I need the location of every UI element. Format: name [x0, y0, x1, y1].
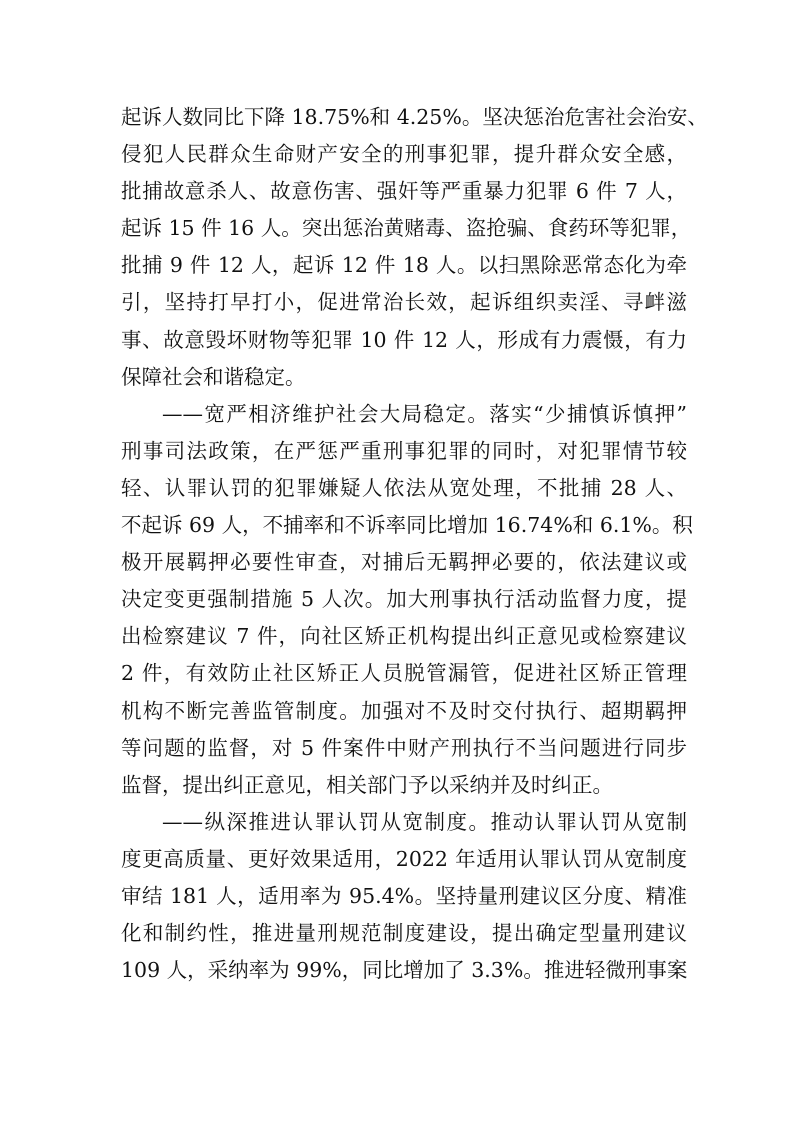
text-line: 引，坚持打早打小，促进常治长效，起诉组织卖淫、寻衅滋: [121, 290, 687, 315]
section-heading-line: ——宽严相济维护社会大局稳定。落实“少捕慎诉慎押”: [162, 401, 687, 426]
text-line: 刑事司法政策，在严惩严重刑事犯罪的同时，对犯罪情节较: [121, 438, 687, 463]
text-line: 2 件，有效防止社区矫正人员脱管漏管，促进社区矫正管理: [121, 661, 687, 686]
text-line: 决定变更强制措施 5 人次。加大刑事执行活动监督力度，提: [121, 587, 687, 612]
text-line: 极开展羁押必要性审查，对捕后无羁押必要的，依法建议或: [121, 550, 687, 575]
text-line: 事、故意毁坏财物等犯罪 10 件 12 人，形成有力震慑，有力: [121, 327, 687, 352]
text-line: 轻、认罪认罚的犯罪嫌疑人依法从宽处理，不批捕 28 人、: [121, 475, 687, 500]
text-line: 审结 181 人，适用率为 95.4%。坚持量刑建议区分度、精准: [121, 883, 687, 908]
text-line: 化和制约性，推进量刑规范制度建设，提出确定型量刑建议: [121, 921, 687, 946]
text-line: 起诉人数同比下降 18.75%和 4.25%。坚决惩治危害社会治安、: [121, 105, 708, 129]
text-line: 保障社会和谐稳定。: [121, 364, 306, 389]
text-line: 不起诉 69 人，不捕率和不诉率同比增加 16.74%和 6.1%。积: [121, 513, 693, 538]
text-line: 侵犯人民群众生命财产安全的刑事犯罪，提升群众安全感，: [121, 142, 687, 167]
text-line: 度更高质量、更好效果适用，2022 年适用认罪认罚从宽制度: [121, 846, 687, 871]
text-line: 批捕 9 件 12 人，起诉 12 件 18 人。以扫黑除恶常态化为牵: [121, 253, 687, 278]
text-line: 起诉 15 件 16 人。突出惩治黄赌毒、盗抢骗、食药环等犯罪，: [121, 216, 692, 241]
body-text: [121, 99, 708, 989]
text-line: 出检察建议 7 件，向社区矫正机构提出纠正意见或检察建议: [121, 624, 687, 649]
text-line: 等问题的监督，对 5 件案件中财产刑执行不当问题进行同步: [121, 735, 687, 760]
section-heading-line: ——纵深推进认罪认罚从宽制度。推动认罪认罚从宽制: [162, 809, 687, 834]
text-line: 机构不断完善监管制度。加强对不及时交付执行、超期羁押: [121, 698, 687, 723]
text-line: 批捕故意杀人、故意伤害、强奸等严重暴力犯罪 6 件 7 人，: [121, 179, 687, 204]
text-line: 109 人，采纳率为 99%，同比增加了 3.3%。推进轻微刑事案: [121, 958, 688, 983]
text-line: 监督，提出纠正意见，相关部门予以采纳并及时纠正。: [121, 772, 613, 797]
